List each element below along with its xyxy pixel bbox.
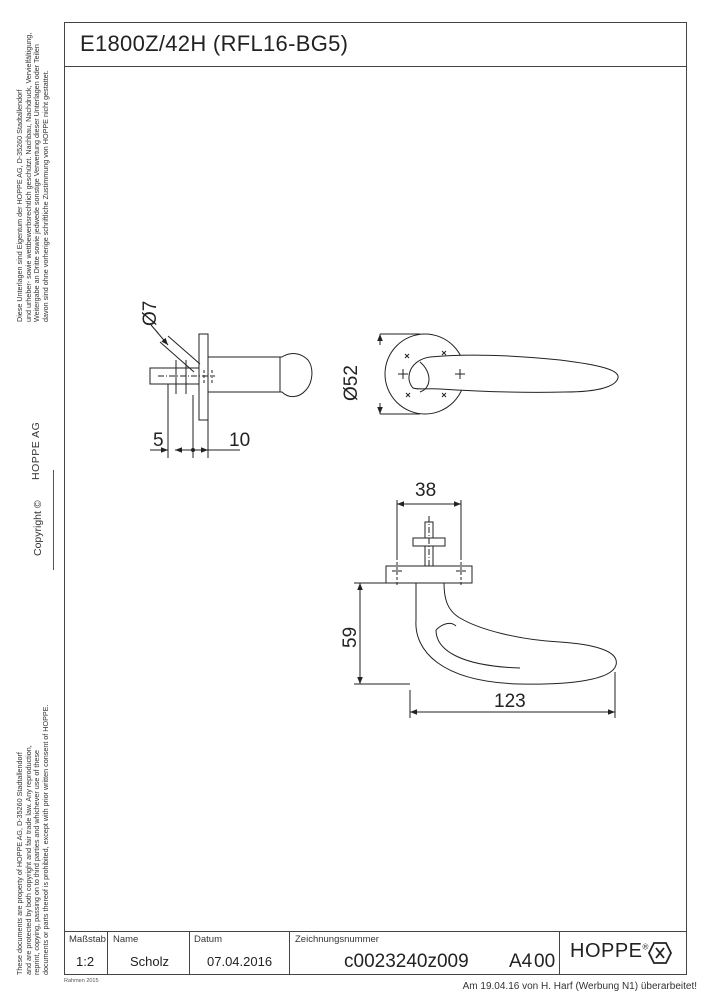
legal-notice-en: These documents are property of HOPPE AG, D-35260 Stadtallendorf and are protected by both copyright and fair trade law. Any reproduction, reprint, copying, passing on to third parties and whichever use of these documents or parts thereof is prohibited, except with prior written consent of HOPPE.: [15, 704, 50, 975]
title-block-divider: [559, 931, 560, 975]
copyright-label: Copyright ©: [32, 500, 44, 556]
name-label: Name: [113, 934, 139, 945]
title-block-divider: [289, 931, 290, 975]
title-block-top-line: [64, 931, 687, 932]
drawing-number-value: c0023240z009: [344, 951, 469, 972]
date-value: 07.04.2016: [207, 954, 273, 969]
scale-value: 1:2: [76, 954, 95, 969]
name-value: Scholz: [130, 954, 170, 969]
dim-10: 10: [229, 430, 251, 451]
title-block-divider: [107, 931, 108, 975]
dim-123: 123: [494, 691, 526, 712]
scale-label: Maßstab: [69, 934, 106, 945]
legal-notice-de: Diese Unterlagen sind Eigentum der HOPPE AG, D-35260 Stadtallendorf und urheber- sowie wettbewerbsrechtlich geschützt. Nachbau, Nachdruck, Vervielfältigung, Weitergabe an Dritte sowie jedwede sonstige Verwertung dieser Unterlagen oder Teilen davon sind ohne vorherige schriftliche Zustimmung von HOPPE nicht gestattet.: [15, 32, 50, 322]
drawing-title: E1800Z/42H (RFL16-BG5): [80, 31, 349, 56]
dim-59: 59: [340, 626, 361, 648]
front-view: [380, 334, 618, 414]
top-view: [354, 500, 616, 718]
dim-38: 38: [415, 480, 437, 501]
date-label: Datum: [194, 934, 222, 945]
paper-format: A4: [509, 951, 533, 972]
revision-number: 00: [534, 951, 556, 972]
dim-5: 5: [153, 430, 164, 451]
company-name: HOPPE AG: [30, 421, 42, 480]
dim-diameter-52: Ø52: [341, 365, 362, 401]
revision-note: Am 19.04.16 von H. Harf (Werbung N1) überarbeitet!: [462, 981, 697, 992]
hoppe-logo-icon: [648, 941, 672, 965]
dim-diameter-7: Ø7: [140, 300, 161, 326]
drawing-number-label: Zeichnungsnummer: [295, 934, 379, 945]
frame-version: Rahmen 2015: [64, 978, 99, 984]
hoppe-logo: HOPPE®: [570, 940, 649, 962]
title-block-divider: [189, 931, 190, 975]
